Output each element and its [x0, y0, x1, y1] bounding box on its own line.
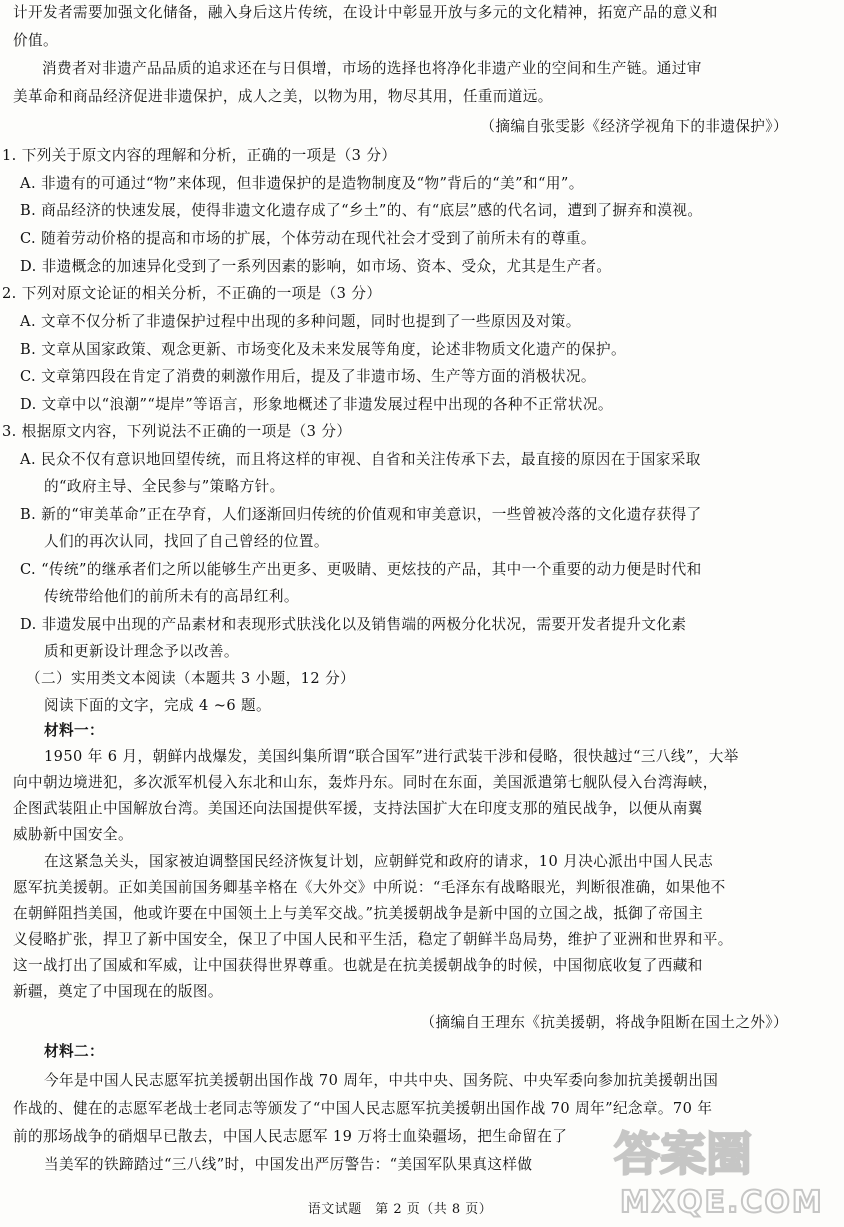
- reading-instruction: 阅读下面的文字，完成 4 ~6 题。: [44, 697, 272, 714]
- q2-option-b: B. 文章从国家政策、观念更新、市场变化及未来发展等角度，论述非物质文化遗产的保护。: [20, 341, 626, 358]
- q3-option-c-cont: 传统带给他们的前所未有的高昂红利。: [44, 588, 299, 605]
- q3-option-d: D. 非遗发展中出现的产品素材和表现形式肤浅化以及销售端的两极分化状况，需要开发者提升文化素: [20, 616, 687, 633]
- q3-option-c: C. “传统”的继承者们之所以能够生产出更多、更吸睛、更炫技的产品，其中一个重要的动力便是时代和: [20, 561, 702, 578]
- material-1-heading: 材料一：: [44, 722, 104, 739]
- passage-line: 前的那场战争的硝烟早已散去，中国人民志愿军 19 万将士血染疆场，把生命留在了: [13, 1128, 568, 1145]
- passage-line: 当美军的铁蹄踏过“三八线”时，中国发出严厉警告：“美国军队果真这样做: [44, 1156, 533, 1173]
- passage-line: 价值。: [13, 32, 58, 49]
- q3-option-a-cont: 的“政府主导、全民参与”策略方针。: [44, 478, 285, 495]
- q1-option-a: A. 非遗有的可通过“物”来体现，但非遗保护的是造物制度及“物”背后的“美”和“用”。: [20, 175, 584, 192]
- passage-line: 愿军抗美援朝。正如美国前国务卿基辛格在《大外交》中所说：“毛泽东有战略眼光，判断很准确，如果他不: [13, 879, 726, 896]
- q3-option-b-cont: 人们的再次认同，找回了自己曾经的位置。: [44, 533, 329, 550]
- q2-option-a: A. 文章不仅分析了非遗保护过程中出现的多种问题，同时也提到了一些原因及对策。: [20, 313, 581, 330]
- source-citation: （摘编自张雯影《经济学视角下的非遗保护》）: [480, 118, 788, 135]
- passage-line: 美革命和商品经济促进非遗保护，成人之美，以物为用，物尽其用，任重而道远。: [13, 88, 553, 105]
- passage-line: 在这紧急关头，国家被迫调整国民经济恢复计划，应朝鲜党和政府的请求，10 月决心派出中国人民志: [44, 853, 714, 870]
- q2-option-d: D. 文章中以“浪潮”“堤岸”等语言，形象地概述了非遗发展过程中出现的各种不正常状况。: [20, 396, 613, 413]
- passage-line: 作战的、健在的志愿军老战士老同志等颁发了“中国人民志愿军抗美援朝出国作战 70 周年”纪念章。70 年: [13, 1100, 713, 1117]
- passage-line: 在朝鲜阻挡美国，他或许要在中国领土上与美军交战。”抗美援朝战争是新中国的立国之战，抵御了帝国主: [13, 905, 704, 922]
- passage-line: 1950 年 6 月，朝鲜内战爆发，美国纠集所谓“联合国军”进行武装干涉和侵略，很快越过“三八线”，大举: [44, 748, 739, 765]
- q1-option-c: C. 随着劳动价格的提高和市场的扩展，个体劳动在现代社会才受到了前所未有的尊重。: [20, 230, 596, 247]
- passage-line: 这一战打出了国威和军威，让中国获得世界尊重。也就是在抗美援朝战争的时候，中国彻底收复了西藏和: [13, 957, 703, 974]
- material-2-heading: 材料二：: [44, 1043, 104, 1060]
- passage-line: 义侵略扩张，捍卫了新中国安全，保卫了中国人民和平生活，稳定了朝鲜半岛局势，维护了亚洲和世界和平。: [13, 931, 733, 948]
- source-citation: （摘编自王理东《抗美援朝，将战争阻断在国土之外》）: [420, 1014, 788, 1031]
- q3-option-b: B. 新的“审美革命”正在孕育，人们逐渐回归传统的价值观和审美意识，一些曾被冷落的文化遗存获得了: [20, 506, 702, 523]
- q3-option-a: A. 民众不仅有意识地回望传统，而且将这样的审视、自省和关注传承下去，最直接的原因在于国家采取: [20, 451, 701, 468]
- passage-line: 新疆，奠定了中国现在的版图。: [13, 983, 223, 1000]
- question-2: 2. 下列对原文论证的相关分析，不正确的一项是（3 分）: [2, 285, 382, 302]
- watermark-sub-text: MXQE.COM: [620, 1185, 824, 1220]
- q1-option-d: D. 非遗概念的加速异化受到了一系列因素的影响，如市场、资本、受众，尤其是生产者。: [20, 258, 612, 275]
- question-3: 3. 根据原文内容，下列说法不正确的一项是（3 分）: [2, 423, 352, 440]
- passage-line: 计开发者需要加强文化储备，融入身后这片传统，在设计中彰显开放与多元的文化精神，拓宽产品的意义和: [13, 4, 718, 21]
- passage-line: 今年是中国人民志愿军抗美援朝出国作战 70 周年，中共中央、国务院、中央军委向参加抗美援朝出国: [44, 1072, 719, 1089]
- question-1: 1. 下列关于原文内容的理解和分析，正确的一项是（3 分）: [2, 147, 397, 164]
- passage-line: 威胁新中国安全。: [13, 826, 133, 843]
- q2-option-c: C. 文章第四段在肯定了消费的刺激作用后，提及了非遗市场、生产等方面的消极状况。: [20, 368, 596, 385]
- page-footer: 语文试题 第 2 页（共 8 页）: [307, 1202, 493, 1217]
- q3-option-d-cont: 质和更新设计理念予以改善。: [44, 643, 239, 660]
- watermark-main-text: 答案圈: [614, 1127, 752, 1181]
- passage-line: 企图武装阻止中国解放台湾。美国还向法国提供军援，支持法国扩大在印度支那的殖民战争，以便从南翼: [13, 800, 703, 817]
- section-heading: （二）实用类文本阅读（本题共 3 小题，12 分）: [26, 670, 356, 687]
- q1-option-b: B. 商品经济的快速发展，使得非遗文化遗存成了“乡土”的、有“底层”感的代名词，遭到了摒弃和漠视。: [20, 202, 703, 219]
- passage-line: 向中朝边境进犯，多次派军机侵入东北和山东，轰炸丹东。同时在东面，美国派遣第七舰队侵入台湾海峡，: [13, 774, 718, 791]
- passage-line: 消费者对非遗产品品质的追求还在与日俱增，市场的选择也将净化非遗产业的空间和生产链。通过审: [42, 60, 702, 77]
